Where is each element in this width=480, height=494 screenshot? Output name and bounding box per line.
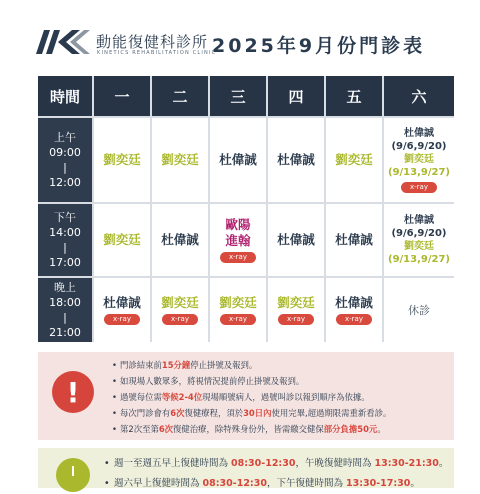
xray-badge: x-ray <box>220 252 256 263</box>
text: 。 <box>377 424 386 434</box>
doctor-name: 杜偉誠 <box>161 232 199 247</box>
time-separator: | <box>63 241 67 254</box>
doctor-name: 劉奕廷 <box>161 152 199 167</box>
slot-mon-afternoon <box>94 204 150 276</box>
text: ，午晚復健時間為 <box>295 458 375 469</box>
doctor-name: 杜偉誠 <box>277 152 315 167</box>
end-time: 12:00 <box>49 176 81 189</box>
doctor-dates: (9/6,9/20) <box>391 228 447 239</box>
text: 現場順號病人，過號叫診以報到順序為依據。 <box>202 392 370 402</box>
text: 第2次至第 <box>120 424 159 434</box>
highlight: 13:30-21:30 <box>374 458 439 469</box>
slot-tue-evening <box>152 278 208 342</box>
time-separator: | <box>63 311 67 324</box>
end-time: 21:00 <box>49 326 81 339</box>
highlight: 6次 <box>158 424 174 434</box>
text: 週六早上復健時間為 <box>114 478 203 489</box>
slot-fri-morning <box>326 118 382 202</box>
list-item <box>112 421 452 437</box>
doctor-name: 杜偉誠 <box>335 295 373 310</box>
slot-wed-afternoon <box>210 204 266 276</box>
slot-wed-evening <box>210 278 266 342</box>
highlight: 6次 <box>170 408 185 418</box>
text: 週一至週五早上復健時間為 <box>114 458 232 469</box>
list-item <box>112 389 452 405</box>
xray-badge: x-ray <box>220 314 256 325</box>
text: ，下午復健時間為 <box>266 478 346 489</box>
doctor-name: 杜偉誠 <box>335 232 373 247</box>
list-item <box>104 474 454 494</box>
doctor-name: 杜偉誠 <box>103 295 141 310</box>
doctor-name: 劉奕廷 <box>103 232 141 247</box>
start-time: 14:00 <box>49 226 81 239</box>
doctor-name: 杜偉誠 <box>404 215 434 226</box>
page-title: 2025年9月份門診表 <box>212 35 426 57</box>
slot-thu-morning <box>268 118 324 202</box>
highlight: 08:30-12:30 <box>202 478 267 489</box>
doctor-name: 劉奕廷 <box>404 241 434 252</box>
header-tue: 二 <box>152 76 208 116</box>
doctor-name: 杜偉誠 <box>219 152 257 167</box>
doctor-name: 劉奕廷 <box>161 295 199 310</box>
highlight: 等候2-4位 <box>161 392 203 402</box>
text: 如現場人數眾多，將視情況提前停止掛號及報到。 <box>120 376 305 386</box>
slot-thu-afternoon <box>268 204 324 276</box>
clinic-name: 動能復健科診所 <box>96 33 209 51</box>
highlight: 13:30-17:30 <box>345 478 411 489</box>
header-wed: 三 <box>210 76 266 116</box>
header-thu: 四 <box>268 76 324 116</box>
slot-sat-evening <box>384 278 454 342</box>
exclamation-icon: ! <box>52 371 94 413</box>
highlight: 15分鐘 <box>161 360 191 370</box>
page-header <box>0 0 480 64</box>
start-time: 09:00 <box>49 146 81 159</box>
header-time: 時間 <box>38 76 92 116</box>
doctor-name: 劉奕廷 <box>103 152 141 167</box>
xray-badge: x-ray <box>278 314 314 325</box>
xray-badge: x-ray <box>336 314 372 325</box>
doctor-name: 杜偉誠 <box>277 232 315 247</box>
slot-mon-morning <box>94 118 150 202</box>
doctor-name: 劉奕廷 <box>404 154 434 165</box>
slot-mon-evening <box>94 278 150 342</box>
period-label: 下午 <box>54 211 76 224</box>
doctor-name-line2: 進翰 <box>225 233 251 248</box>
list-item <box>112 357 452 373</box>
hours-list <box>104 454 454 494</box>
slot-fri-afternoon <box>326 204 382 276</box>
doctor-dates: (9/13,9/27) <box>388 254 450 265</box>
text: 過號每位需 <box>120 392 162 402</box>
highlight: 30日內 <box>243 408 272 418</box>
clinic-name-english: KINETICS REHABILITATION CLINIC <box>97 50 217 56</box>
doctor-name: 杜偉誠 <box>404 128 434 139</box>
start-time: 18:00 <box>49 296 81 309</box>
text: 。 <box>410 478 420 489</box>
text: 每次門診會有 <box>120 408 171 418</box>
clinic-logo <box>36 30 90 54</box>
header-sat: 六 <box>384 76 454 116</box>
slot-sat-morning <box>384 118 454 202</box>
text: 。 <box>438 458 449 469</box>
text: 復健治療，除特殊身份外，皆需繳交健保 <box>173 424 324 434</box>
doctor-name: 歐陽 <box>225 217 251 232</box>
time-morning <box>38 118 92 202</box>
doctor-name: 劉奕廷 <box>219 295 257 310</box>
clock-icon <box>56 458 90 492</box>
closed-label: 休診 <box>408 304 430 317</box>
text: 使用完畢,超過期限需重新看診。 <box>271 408 392 418</box>
highlight: 部分負擔50元 <box>323 424 378 434</box>
doctor-dates: (9/13,9/27) <box>388 167 450 178</box>
time-afternoon <box>38 204 92 276</box>
period-label: 晚上 <box>54 281 76 294</box>
text: 門診結束前 <box>120 360 162 370</box>
text: 停止掛號及報到。 <box>190 360 258 370</box>
slot-wed-morning <box>210 118 266 202</box>
time-evening <box>38 278 92 342</box>
header-mon: 一 <box>94 76 150 116</box>
period-label: 上午 <box>54 131 76 144</box>
xray-badge: x-ray <box>104 314 140 325</box>
header-fri: 五 <box>326 76 382 116</box>
list-item <box>112 405 452 421</box>
schedule-table <box>38 76 454 342</box>
doctor-dates: (9/6,9/20) <box>391 141 447 152</box>
slot-tue-morning <box>152 118 208 202</box>
text: 復健療程，須於 <box>184 408 244 418</box>
list-item <box>104 454 454 474</box>
doctor-name: 劉奕廷 <box>277 295 315 310</box>
time-separator: | <box>63 161 67 174</box>
end-time: 17:00 <box>49 256 81 269</box>
xray-badge: x-ray <box>162 314 198 325</box>
xray-badge: x-ray <box>401 182 437 193</box>
highlight: 08:30-12:30 <box>231 458 296 469</box>
slot-thu-evening <box>268 278 324 342</box>
slot-sat-afternoon <box>384 204 454 276</box>
doctor-name: 劉奕廷 <box>335 152 373 167</box>
slot-tue-afternoon <box>152 204 208 276</box>
list-item <box>112 373 452 389</box>
slot-fri-evening <box>326 278 382 342</box>
notice-list <box>112 357 452 437</box>
